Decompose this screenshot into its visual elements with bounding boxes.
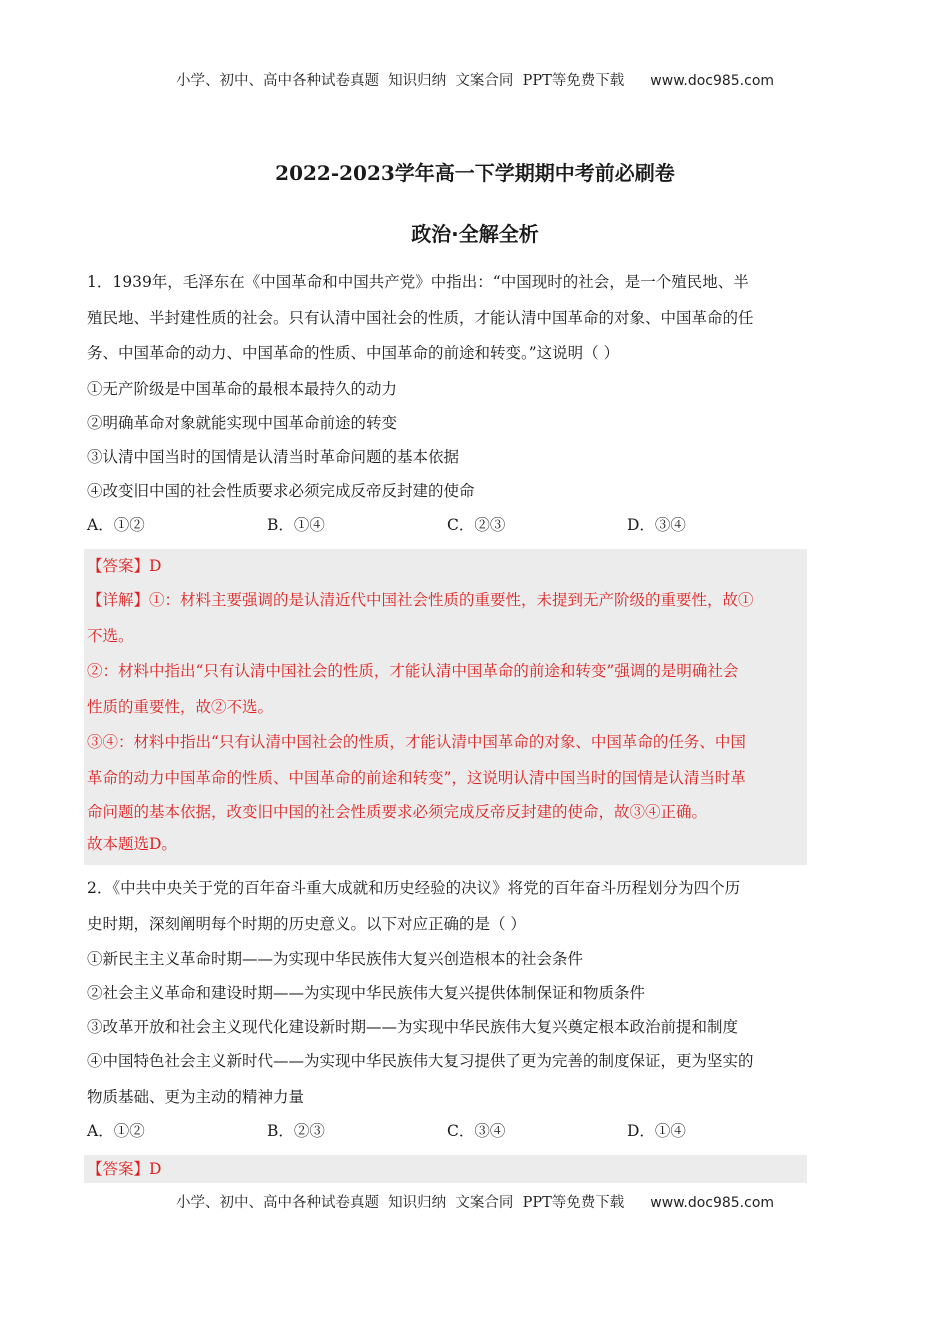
q2-item: ①新民主主义革命时期——为实现中华民族伟大复兴创造根本的社会条件 [87, 950, 584, 968]
q1-answer: 【答案】D [87, 557, 162, 575]
header-text: 小学、初中、高中各种试卷真题 知识归纳 文案合同 PPT等免费下载 [175, 73, 625, 89]
q1-explanation-line: 故本题选D。 [87, 835, 177, 853]
footer-site-link[interactable]: www.doc985.com [650, 1195, 775, 1211]
q2-answer: 【答案】D [87, 1160, 162, 1178]
q1-explanation-line: 性质的重要性，故②不选。 [87, 697, 274, 716]
page-subtitle: 政治·全解全析 [411, 222, 539, 246]
q1-item: ①无产阶级是中国革命的最根本最持久的动力 [87, 379, 398, 398]
q2-item: ②社会主义革命和建设时期——为实现中华民族伟大复兴提供体制保证和物质条件 [87, 984, 646, 1002]
q1-explanation-line: 不选。 [87, 626, 134, 645]
q1-item: ③认清中国当时的国情是认清当时革命问题的基本依据 [87, 447, 460, 466]
header-site-link[interactable]: www.doc985.com [650, 73, 775, 89]
q1-option-c: C．②③ [447, 515, 506, 534]
q2-item: ④中国特色社会主义新时代——为实现中华民族伟大复习提供了更为完善的制度保证，更为坚实的 [87, 1052, 754, 1070]
q2-options [87, 1114, 807, 1148]
q2-option-a: A．①② [87, 1121, 145, 1140]
page-title: 2022-2023学年高一下学期期中考前必刷卷 [275, 161, 675, 185]
page-header [0, 69, 950, 90]
q1-explanation-line: 革命的动力中国革命的性质、中国革命的前途和转变”，这说明认清中国当时的国情是认清当时革 [87, 768, 746, 787]
q1-options [87, 508, 807, 542]
q1-option-d: D．③④ [627, 515, 686, 534]
q1-stem-line: 务、中国革命的动力、中国革命的性质、中国革命的前途和转变。”这说明（ ） [87, 344, 620, 362]
page-footer [0, 1191, 950, 1212]
q2-item-continuation: 物质基础、更为主动的精神力量 [87, 1087, 305, 1106]
question-2 [87, 871, 807, 1148]
q1-stem-line: 殖民地、半封建性质的社会。只有认清中国社会的性质，才能认清中国革命的对象、中国革命的任 [87, 308, 754, 327]
q1-item: ④改变旧中国的社会性质要求必须完成反帝反封建的使命 [87, 481, 475, 500]
q1-stem-line: 1．1939年，毛泽东在《中国革命和中国共产党》中指出：“中国现时的社会，是一个殖民地、半 [87, 273, 749, 291]
q1-item: ②明确革命对象就能实现中国革命前途的转变 [87, 413, 398, 432]
q1-explanation-line: ③④：材料中指出“只有认清中国社会的性质，才能认清中国革命的对象、中国革命的任务、中国 [87, 733, 746, 751]
q2-answer-block [84, 1155, 807, 1183]
q1-option-a: A．①② [87, 515, 145, 534]
question-1 [87, 265, 807, 542]
footer-text: 小学、初中、高中各种试卷真题 知识归纳 文案合同 PPT等免费下载 [175, 1195, 625, 1211]
q2-stem-line: 2．《中共中央关于党的百年奋斗重大成就和历史经验的决议》将党的百年奋斗历程划分为四个历 [87, 879, 741, 897]
q1-option-b: B．①④ [267, 515, 325, 534]
q1-explanation-line: ②：材料中指出“只有认清中国社会的性质，才能认清中国革命的前途和转变”强调的是明确社会 [87, 662, 739, 680]
q2-option-c: C．③④ [447, 1121, 506, 1140]
q2-option-b: B．②③ [267, 1121, 325, 1140]
q1-explanation-line: 【详解】①：材料主要强调的是认清近代中国社会性质的重要性，未提到无产阶级的重要性，故① [87, 591, 754, 609]
q1-explanation-line: 命问题的基本依据，改变旧中国的社会性质要求必须完成反帝反封建的使命，故③④正确。 [87, 803, 708, 821]
q2-option-d: D．①④ [627, 1121, 686, 1140]
q1-answer-block [84, 549, 807, 865]
q2-stem-line: 史时期，深刻阐明每个时期的历史意义。以下对应正确的是（ ） [87, 914, 526, 933]
q2-item: ③改革开放和社会主义现代化建设新时期——为实现中华民族伟大复兴奠定根本政治前提和制度 [87, 1018, 739, 1036]
